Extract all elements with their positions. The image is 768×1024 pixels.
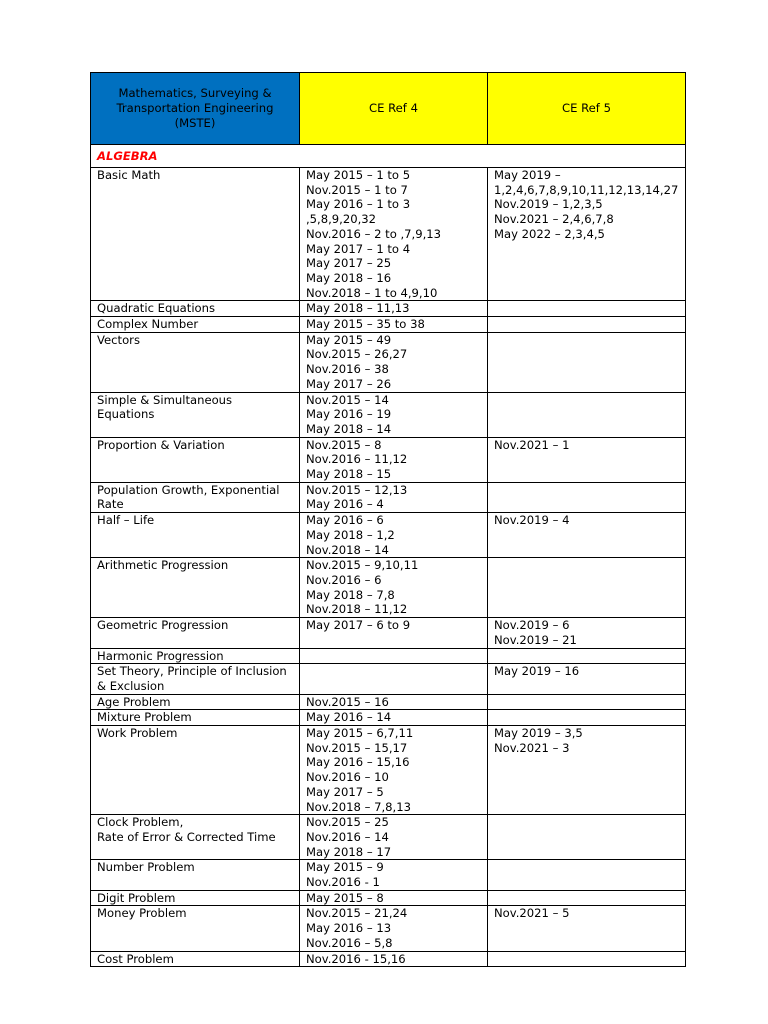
reference-entry: Nov.2015 – 8 <box>306 437 382 452</box>
topic-label: Complex Number <box>97 317 199 332</box>
table-row <box>91 482 686 512</box>
ce-ref-5-cell <box>488 392 686 437</box>
reference-entry: Nov.2016 – 10 <box>306 770 389 785</box>
table-row <box>91 906 686 951</box>
topic-cell <box>91 815 300 860</box>
topic-label: Money Problem <box>97 906 187 921</box>
reference-entry: May 2015 – 35 to 38 <box>306 317 425 332</box>
reference-entry: 1,2,4,6,7,8,9,10,11,12,13,14,27 <box>494 182 679 197</box>
table-row <box>91 664 686 694</box>
topic-label: Geometric Progression <box>97 618 229 633</box>
ce-ref-4-cell <box>300 558 488 618</box>
reference-entry: May 2018 – 16 <box>306 270 392 285</box>
topic-label: Half – Life <box>97 513 155 528</box>
ce-ref-5-cell <box>488 906 686 951</box>
topic-cell <box>91 332 300 392</box>
ce-ref-5-cell <box>488 710 686 726</box>
reference-entry: Nov.2018 – 11,12 <box>306 602 408 617</box>
section-title: ALGEBRA <box>97 148 158 163</box>
ce-ref-5-cell <box>488 332 686 392</box>
topic-label: Vectors <box>97 332 140 347</box>
reference-entry: Nov.2015 – 21,24 <box>306 906 408 921</box>
reference-entry: May 2016 – 13 <box>306 921 392 936</box>
ce-ref-4-cell <box>300 317 488 333</box>
table-row <box>91 890 686 906</box>
reference-entry: Nov.2015 – 1 to 7 <box>306 182 408 197</box>
ce-ref-5-cell <box>488 168 686 301</box>
topic-label: Mixture Problem <box>97 710 192 725</box>
topic-cell <box>91 664 300 694</box>
topic-label: Proportion & Variation <box>97 437 225 452</box>
ce-ref-5-cell <box>488 558 686 618</box>
ce-ref-4-cell <box>300 648 488 664</box>
ce-ref-4-cell <box>300 513 488 558</box>
ce-ref-4-cell <box>300 890 488 906</box>
ce-ref-5-cell <box>488 482 686 512</box>
ce-ref-4-cell <box>300 815 488 860</box>
reference-entry: May 2015 – 6,7,11 <box>306 726 414 741</box>
reference-entry: May 2015 – 8 <box>306 890 384 905</box>
reference-entry: May 2019 – 16 <box>494 664 580 679</box>
table-row <box>91 726 686 815</box>
reference-entry: May 2018 – 14 <box>306 421 392 436</box>
reference-entry: Nov.2016 - 15,16 <box>306 951 406 966</box>
reference-entry: Nov.2016 – 14 <box>306 829 389 844</box>
ce-ref-4-cell <box>300 860 488 890</box>
ce-ref-5-cell <box>488 860 686 890</box>
reference-entry: May 2015 – 1 to 5 <box>306 168 411 182</box>
table-row <box>91 168 686 301</box>
topic-label: Harmonic Progression <box>97 648 224 663</box>
reference-entry: Nov.2016 – 5,8 <box>306 935 393 950</box>
reference-entry: May 2019 – 3,5 <box>494 726 583 741</box>
reference-entry: May 2022 – 2,3,4,5 <box>494 226 605 241</box>
reference-entry: Nov.2019 – 6 <box>494 618 570 633</box>
topic-cell <box>91 860 300 890</box>
reference-entry: May 2018 – 1,2 <box>306 527 395 542</box>
ce-ref-4-cell <box>300 951 488 967</box>
ce-ref-4-cell <box>300 906 488 951</box>
ce-ref-4-cell <box>300 664 488 694</box>
reference-entry: Nov.2016 – 2 to ,7,9,13 <box>306 226 442 241</box>
ce-ref-5-cell <box>488 317 686 333</box>
reference-entry: May 2018 – 11,13 <box>306 301 410 316</box>
table-row <box>91 332 686 392</box>
reference-entry: Nov.2021 – 2,4,6,7,8 <box>494 212 614 227</box>
ce-ref-5-cell <box>488 890 686 906</box>
reference-entry: Nov.2016 – 38 <box>306 362 389 377</box>
reference-entry: Nov.2021 – 3 <box>494 740 570 755</box>
ce-ref-5-cell <box>488 726 686 815</box>
reference-entry: ,5,8,9,20,32 <box>306 212 377 227</box>
reference-entry: Nov.2019 – 4 <box>494 513 570 528</box>
table-row <box>91 951 686 967</box>
table-row <box>91 437 686 482</box>
header-ce-ref-4-cell: CE Ref 4 <box>300 73 488 145</box>
topic-cell <box>91 317 300 333</box>
topic-label: Set Theory, Principle of Inclusion & Exclusion <box>97 664 287 693</box>
table-row <box>91 648 686 664</box>
topic-label: Cost Problem <box>97 951 174 966</box>
reference-entry: Nov.2015 – 25 <box>306 815 389 830</box>
topic-label: Age Problem <box>97 694 171 709</box>
reference-entry: May 2017 – 1 to 4 <box>306 241 411 256</box>
ce-ref-5-cell <box>488 664 686 694</box>
reference-entry: May 2017 – 5 <box>306 784 384 799</box>
topic-cell <box>91 648 300 664</box>
reference-entry: May 2015 – 9 <box>306 860 384 875</box>
reference-entry: May 2016 – 15,16 <box>306 755 410 770</box>
reference-entry: May 2016 – 19 <box>306 407 392 422</box>
topic-label: Simple & Simultaneous Equations <box>97 392 233 422</box>
reference-entry: May 2016 – 6 <box>306 513 384 528</box>
table-row <box>91 301 686 317</box>
table-row <box>91 618 686 648</box>
reference-entry: May 2018 – 15 <box>306 467 392 482</box>
topic-label: Clock Problem, <box>97 815 184 830</box>
reference-entry: Nov.2015 – 14 <box>306 392 389 407</box>
table-row <box>91 710 686 726</box>
ce-ref-4-cell <box>300 726 488 815</box>
topic-cell <box>91 392 300 437</box>
reference-entry: Nov.2019 – 21 <box>494 632 577 647</box>
reference-entry: Nov.2015 – 9,10,11 <box>306 558 419 573</box>
topic-cell <box>91 906 300 951</box>
topic-cell <box>91 301 300 317</box>
reference-entry: Nov.2015 – 15,17 <box>306 740 408 755</box>
ce-ref-4-cell <box>300 301 488 317</box>
reference-entry: Nov.2016 - 1 <box>306 875 380 890</box>
ce-ref-5-cell <box>488 618 686 648</box>
topic-cell <box>91 890 300 906</box>
ce-ref-4-cell <box>300 168 488 301</box>
topic-cell <box>91 437 300 482</box>
ce-ref-5-cell <box>488 513 686 558</box>
reference-entry: Nov.2015 – 26,27 <box>306 347 408 362</box>
topic-cell <box>91 726 300 815</box>
reference-entry: Nov.2018 – 7,8,13 <box>306 799 411 814</box>
reference-entry: May 2015 – 49 <box>306 332 392 347</box>
topic-cell <box>91 951 300 967</box>
ce-ref-4-cell <box>300 482 488 512</box>
topic-label: Digit Problem <box>97 890 176 905</box>
reference-entry: Nov.2018 – 1 to 4,9,10 <box>306 285 438 300</box>
topic-label: Rate of Error & Corrected Time <box>97 829 276 844</box>
ce-ref-4-cell <box>300 332 488 392</box>
reference-entry: Nov.2015 – 12,13 <box>306 482 408 497</box>
reference-entry: May 2016 – 1 to 3 <box>306 197 411 212</box>
reference-entry: May 2019 – <box>494 168 561 182</box>
ce-ref-5-cell <box>488 694 686 710</box>
ce-ref-5-cell <box>488 437 686 482</box>
table-row <box>91 513 686 558</box>
topic-cell <box>91 482 300 512</box>
table-row <box>91 317 686 333</box>
reference-entry: Nov.2021 – 1 <box>494 437 570 452</box>
table-row <box>91 815 686 860</box>
topic-cell <box>91 558 300 618</box>
ce-ref-4-cell <box>300 710 488 726</box>
reference-entry: Nov.2019 – 1,2,3,5 <box>494 197 603 212</box>
section-row <box>91 145 686 168</box>
reference-entry: Nov.2018 – 14 <box>306 542 389 557</box>
topic-cell <box>91 618 300 648</box>
ce-ref-5-cell <box>488 648 686 664</box>
reference-entry: Nov.2015 – 16 <box>306 694 389 709</box>
header-subject-cell: Mathematics, Surveying & Transportation Engineering (MSTE) <box>91 73 300 145</box>
reference-entry: Nov.2016 – 11,12 <box>306 452 408 467</box>
topic-label: Work Problem <box>97 726 178 741</box>
ce-ref-4-cell <box>300 618 488 648</box>
ce-ref-5-cell <box>488 951 686 967</box>
reference-entry: May 2017 – 6 to 9 <box>306 618 411 633</box>
reference-entry: Nov.2021 – 5 <box>494 906 570 921</box>
reference-table <box>90 72 686 967</box>
table-header-row <box>91 73 686 145</box>
topic-cell <box>91 694 300 710</box>
table-row <box>91 860 686 890</box>
topic-label: Quadratic Equations <box>97 301 216 316</box>
topic-cell <box>91 168 300 301</box>
topic-label: Arithmetic Progression <box>97 558 229 573</box>
reference-entry: May 2016 – 4 <box>306 497 384 512</box>
ce-ref-4-cell <box>300 437 488 482</box>
topic-cell <box>91 710 300 726</box>
reference-entry: May 2018 – 17 <box>306 844 392 859</box>
ce-ref-4-cell <box>300 392 488 437</box>
table-row <box>91 558 686 618</box>
table-row <box>91 392 686 437</box>
ce-ref-5-cell <box>488 815 686 860</box>
reference-entry: May 2017 – 26 <box>306 376 392 391</box>
reference-entry: Nov.2016 – 6 <box>306 572 382 587</box>
topic-cell <box>91 513 300 558</box>
topic-label: Basic Math <box>97 168 161 182</box>
reference-entry: May 2016 – 14 <box>306 710 392 725</box>
table-row <box>91 694 686 710</box>
reference-entry: May 2017 – 25 <box>306 256 392 271</box>
section-cell <box>91 145 686 168</box>
topic-label: Number Problem <box>97 860 195 875</box>
header-ce-ref-5-cell: CE Ref 5 <box>488 73 686 145</box>
topic-label: Population Growth, Exponential Rate <box>97 482 280 512</box>
ce-ref-4-cell <box>300 694 488 710</box>
reference-entry: May 2018 – 7,8 <box>306 587 395 602</box>
ce-ref-5-cell <box>488 301 686 317</box>
